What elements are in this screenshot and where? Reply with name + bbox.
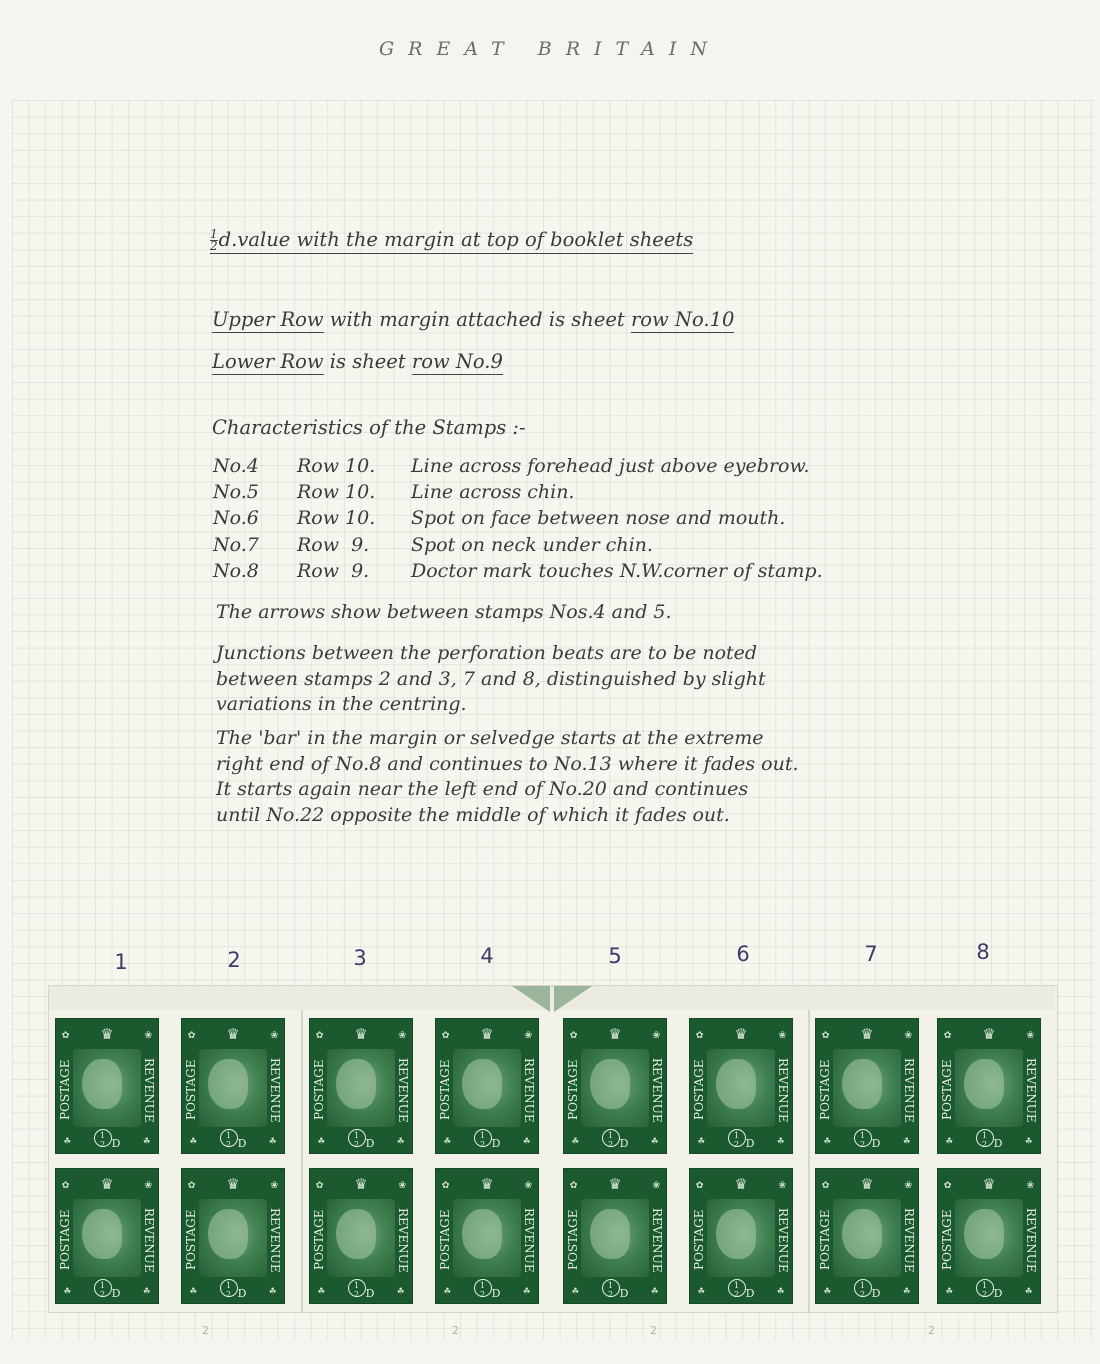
crown-icon: ♛	[355, 1173, 367, 1194]
stamp-revenue-text: REVENUE	[902, 1057, 916, 1123]
king-portrait	[82, 1209, 122, 1259]
stamp-postage-text: POSTAGE	[438, 1209, 452, 1271]
stamp-revenue-text: REVENUE	[396, 1207, 410, 1273]
stamp-revenue-text: REVENUE	[268, 1057, 282, 1123]
king-portrait	[82, 1059, 122, 1109]
stamp	[563, 1018, 667, 1154]
rose-icon: ✿	[570, 1027, 578, 1041]
column-number: 2	[227, 948, 241, 972]
stamp	[689, 1168, 793, 1304]
shamrock-icon: ☘	[824, 1134, 831, 1147]
king-portrait	[208, 1209, 248, 1259]
rose-icon: ✿	[62, 1027, 70, 1041]
shamrock-icon: ☘	[444, 1284, 451, 1297]
shamrock-icon: ☘	[946, 1134, 953, 1147]
stamp-revenue-text: REVENUE	[776, 1207, 790, 1273]
stamp-revenue-text: REVENUE	[522, 1057, 536, 1123]
stamp	[937, 1168, 1041, 1304]
upper-row-label: Upper Row	[212, 308, 324, 331]
king-portrait	[590, 1059, 630, 1109]
crown-icon: ♛	[227, 1023, 239, 1044]
crown-icon: ♛	[101, 1173, 113, 1194]
characteristic-item: No.8 Row 9. Doctor mark touches N.W.corner of stamp.	[213, 560, 823, 582]
crown-icon: ♛	[983, 1173, 995, 1194]
shamrock-icon: ☘	[269, 1134, 276, 1147]
thistle-icon: ❀	[398, 1027, 406, 1041]
rose-icon: ✿	[570, 1177, 578, 1191]
shamrock-icon: ☘	[190, 1134, 197, 1147]
lower-row-ref: row No.9	[411, 350, 503, 373]
column-number: 7	[864, 942, 878, 966]
rose-icon: ✿	[316, 1177, 324, 1191]
stamp-postage-text: POSTAGE	[940, 1059, 954, 1121]
stamp-postage-text: POSTAGE	[692, 1059, 706, 1121]
stamp	[435, 1018, 539, 1154]
rose-icon: ✿	[188, 1027, 196, 1041]
stamp-postage-text: POSTAGE	[58, 1059, 72, 1121]
stamp-revenue-text: REVENUE	[902, 1207, 916, 1273]
stamp-postage-text: POSTAGE	[566, 1209, 580, 1271]
thistle-icon: ❀	[652, 1177, 660, 1191]
characteristic-item: No.4 Row 10. Line across forehead just above eyebrow.	[213, 455, 810, 477]
stamp-value: 1 2 D	[182, 1279, 284, 1299]
shamrock-icon: ☘	[572, 1284, 579, 1297]
junctions-note: Junctions between the perforation beats are to be noted between stamps 2 and 3, 7 and 8, distinguished by slight variations in the centring.	[216, 642, 766, 715]
characteristic-item: No.6 Row 10. Spot on face between nose and mouth.	[213, 507, 786, 529]
column-number: 8	[976, 940, 990, 964]
stamp	[55, 1018, 159, 1154]
thistle-icon: ❀	[778, 1027, 786, 1041]
stamp-revenue-text: REVENUE	[142, 1057, 156, 1123]
stamp-postage-text: POSTAGE	[818, 1059, 832, 1121]
king-portrait	[462, 1059, 502, 1109]
stamp-value: 1 2 D	[938, 1279, 1040, 1299]
king-portrait	[336, 1209, 376, 1259]
crown-icon: ♛	[481, 1023, 493, 1044]
thistle-icon: ❀	[1026, 1027, 1034, 1041]
shamrock-icon: ☘	[269, 1284, 276, 1297]
shamrock-icon: ☘	[444, 1134, 451, 1147]
characteristic-item: No.5 Row 10. Line across chin.	[213, 481, 575, 503]
shamrock-icon: ☘	[397, 1284, 404, 1297]
shamrock-icon: ☘	[824, 1284, 831, 1297]
stamp	[937, 1018, 1041, 1154]
stamp-revenue-text: REVENUE	[522, 1207, 536, 1273]
heading-text: d.value with the margin at top of booklet sheets	[218, 228, 694, 251]
shamrock-icon: ☘	[651, 1134, 658, 1147]
rose-icon: ✿	[696, 1177, 704, 1191]
lower-row-mid: is sheet	[323, 350, 412, 373]
king-portrait	[842, 1059, 882, 1109]
crown-icon: ♛	[861, 1173, 873, 1194]
thistle-icon: ❀	[524, 1027, 532, 1041]
shamrock-icon: ☘	[1025, 1284, 1032, 1297]
thistle-icon: ❀	[1026, 1177, 1034, 1191]
shamrock-icon: ☘	[777, 1284, 784, 1297]
column-number: 4	[480, 944, 494, 968]
shamrock-icon: ☘	[190, 1284, 197, 1297]
king-portrait	[716, 1059, 756, 1109]
lower-row-line	[212, 350, 503, 373]
stamp	[815, 1018, 919, 1154]
column-number: 3	[353, 946, 367, 970]
stamp-postage-text: POSTAGE	[184, 1059, 198, 1121]
shamrock-icon: ☘	[698, 1134, 705, 1147]
upper-row-ref: row No.10	[630, 308, 735, 331]
crown-icon: ♛	[861, 1023, 873, 1044]
king-portrait	[964, 1059, 1004, 1109]
crown-icon: ♛	[227, 1173, 239, 1194]
rose-icon: ✿	[822, 1027, 830, 1041]
half-fraction: $\frac{1}{2}$	[210, 227, 218, 253]
thistle-icon: ❀	[904, 1027, 912, 1041]
stamp-postage-text: POSTAGE	[184, 1209, 198, 1271]
rose-icon: ✿	[62, 1177, 70, 1191]
king-portrait	[964, 1209, 1004, 1259]
stamp-revenue-text: REVENUE	[142, 1207, 156, 1273]
thistle-icon: ❀	[904, 1177, 912, 1191]
stamp-revenue-text: REVENUE	[650, 1057, 664, 1123]
rose-icon: ✿	[442, 1177, 450, 1191]
crown-icon: ♛	[355, 1023, 367, 1044]
stamp-value: 1 2 D	[310, 1129, 412, 1149]
stamp-revenue-text: REVENUE	[1024, 1207, 1038, 1273]
stamp-revenue-text: REVENUE	[396, 1057, 410, 1123]
crown-icon: ♛	[735, 1023, 747, 1044]
upper-row-mid: with margin attached is sheet	[323, 308, 631, 331]
shamrock-icon: ☘	[64, 1284, 71, 1297]
shamrock-icon: ☘	[143, 1284, 150, 1297]
stamp-value: 1 2 D	[564, 1279, 666, 1299]
column-number: 5	[608, 944, 622, 968]
shamrock-icon: ☘	[523, 1134, 530, 1147]
thistle-icon: ❀	[398, 1177, 406, 1191]
shamrock-icon: ☘	[523, 1284, 530, 1297]
shamrock-icon: ☘	[64, 1134, 71, 1147]
stamp-postage-text: POSTAGE	[940, 1209, 954, 1271]
king-portrait	[336, 1059, 376, 1109]
stamp-value: 1 2 D	[690, 1279, 792, 1299]
shamrock-icon: ☘	[698, 1284, 705, 1297]
stamp-value: 1 2 D	[182, 1129, 284, 1149]
characteristics-title: Characteristics of the Stamps :-	[212, 416, 526, 439]
thistle-icon: ❀	[270, 1027, 278, 1041]
crown-icon: ♛	[735, 1173, 747, 1194]
pencil-mark: 2	[202, 1324, 209, 1337]
stamp-postage-text: POSTAGE	[818, 1209, 832, 1271]
page-title: GREAT BRITAIN	[378, 38, 721, 60]
shamrock-icon: ☘	[1025, 1134, 1032, 1147]
stamp	[435, 1168, 539, 1304]
shamrock-icon: ☘	[777, 1134, 784, 1147]
stamp	[309, 1168, 413, 1304]
stamp-postage-text: POSTAGE	[566, 1059, 580, 1121]
arrow-marker	[512, 986, 592, 1016]
stamp-postage-text: POSTAGE	[692, 1209, 706, 1271]
pencil-mark: 2	[928, 1324, 935, 1337]
king-portrait	[716, 1209, 756, 1259]
shamrock-icon: ☘	[318, 1284, 325, 1297]
pencil-mark: 2	[650, 1324, 657, 1337]
stamp	[563, 1168, 667, 1304]
shamrock-icon: ☘	[397, 1134, 404, 1147]
rose-icon: ✿	[442, 1027, 450, 1041]
rose-icon: ✿	[822, 1177, 830, 1191]
stamp	[689, 1018, 793, 1154]
thistle-icon: ❀	[144, 1027, 152, 1041]
shamrock-icon: ☘	[318, 1134, 325, 1147]
thistle-icon: ❀	[270, 1177, 278, 1191]
stamp-revenue-text: REVENUE	[650, 1207, 664, 1273]
arrows-note: The arrows show between stamps Nos.4 and 5.	[216, 601, 672, 623]
stamp-value: 1 2 D	[564, 1129, 666, 1149]
stamp-value: 1 2 D	[690, 1129, 792, 1149]
thistle-icon: ❀	[524, 1177, 532, 1191]
arrow-right	[554, 986, 592, 1012]
stamp-value: 1 2 D	[310, 1279, 412, 1299]
stamp	[55, 1168, 159, 1304]
column-number: 1	[114, 950, 128, 974]
stamp-value: 1 2 D	[436, 1129, 538, 1149]
rose-icon: ✿	[316, 1027, 324, 1041]
stamp	[181, 1168, 285, 1304]
stamp-revenue-text: REVENUE	[776, 1057, 790, 1123]
shamrock-icon: ☘	[572, 1134, 579, 1147]
crown-icon: ♛	[609, 1023, 621, 1044]
stamp-postage-text: POSTAGE	[58, 1209, 72, 1271]
stamp-postage-text: POSTAGE	[312, 1059, 326, 1121]
rose-icon: ✿	[944, 1027, 952, 1041]
rose-icon: ✿	[696, 1027, 704, 1041]
thistle-icon: ❀	[778, 1177, 786, 1191]
shamrock-icon: ☘	[651, 1284, 658, 1297]
characteristic-item: No.7 Row 9. Spot on neck under chin.	[213, 534, 653, 556]
king-portrait	[462, 1209, 502, 1259]
crown-icon: ♛	[481, 1173, 493, 1194]
crown-icon: ♛	[101, 1023, 113, 1044]
rose-icon: ✿	[944, 1177, 952, 1191]
stamp-revenue-text: REVENUE	[1024, 1057, 1038, 1123]
crown-icon: ♛	[983, 1023, 995, 1044]
stamp-value: 1 2 D	[816, 1279, 918, 1299]
stamp-value: 1 2 D	[56, 1129, 158, 1149]
stamp	[309, 1018, 413, 1154]
pencil-mark: 2	[452, 1324, 459, 1337]
arrow-left	[512, 986, 550, 1012]
upper-row-line	[212, 308, 734, 331]
stamp	[815, 1168, 919, 1304]
king-portrait	[208, 1059, 248, 1109]
stamp-value: 1 2 D	[816, 1129, 918, 1149]
stamp-postage-text: POSTAGE	[312, 1209, 326, 1271]
lower-row-label: Lower Row	[212, 350, 324, 373]
heading	[210, 228, 693, 254]
stamp	[181, 1018, 285, 1154]
shamrock-icon: ☘	[903, 1284, 910, 1297]
bar-note: The 'bar' in the margin or selvedge starts at the extreme right end of No.8 and continues to No.13 where it fades out. It starts again near the left end of No.20 and continues until No.22 opposite the middle of which it fades out.	[216, 727, 799, 826]
stamp-value: 1 2 D	[56, 1279, 158, 1299]
stamp-value: 1 2 D	[436, 1279, 538, 1299]
shamrock-icon: ☘	[946, 1284, 953, 1297]
shamrock-icon: ☘	[903, 1134, 910, 1147]
thistle-icon: ❀	[144, 1177, 152, 1191]
stamp-postage-text: POSTAGE	[438, 1059, 452, 1121]
column-number: 6	[736, 942, 750, 966]
stamp-value: 1 2 D	[938, 1129, 1040, 1149]
thistle-icon: ❀	[652, 1027, 660, 1041]
stamp-revenue-text: REVENUE	[268, 1207, 282, 1273]
rose-icon: ✿	[188, 1177, 196, 1191]
crown-icon: ♛	[609, 1173, 621, 1194]
shamrock-icon: ☘	[143, 1134, 150, 1147]
king-portrait	[842, 1209, 882, 1259]
king-portrait	[590, 1209, 630, 1259]
